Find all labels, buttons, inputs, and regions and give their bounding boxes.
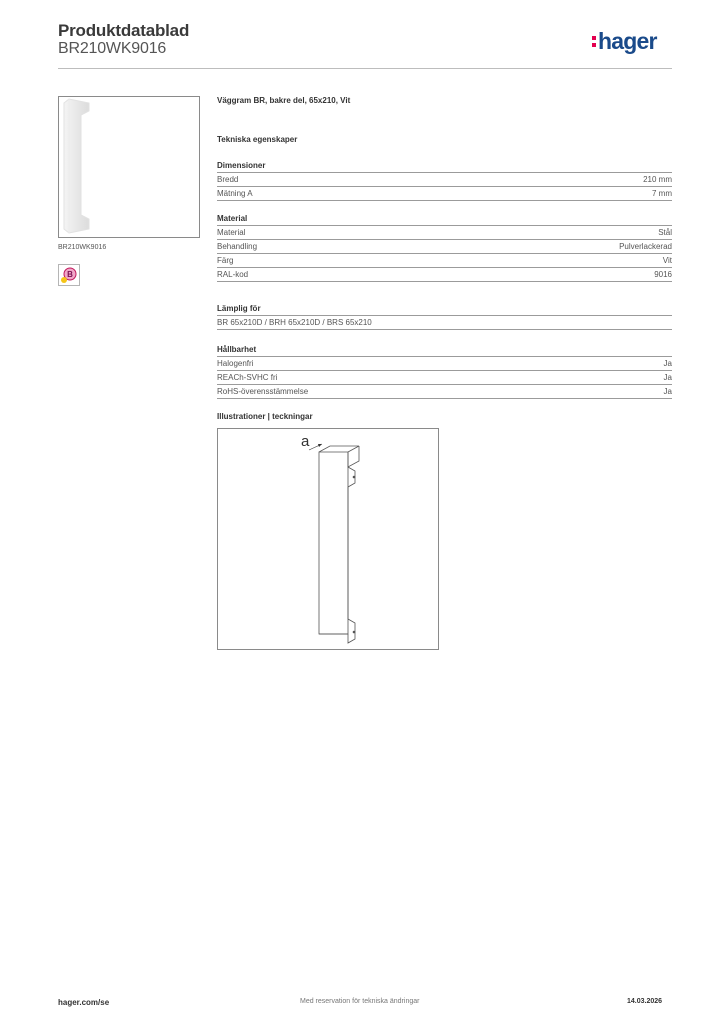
logo-text: hager <box>598 27 657 54</box>
table-row <box>217 385 672 399</box>
row-label: Bredd <box>217 175 239 184</box>
table-row <box>217 254 672 268</box>
row-label: Behandling <box>217 242 258 251</box>
row-label: REACh-SVHC fri <box>217 373 278 382</box>
group-sustainability <box>217 345 672 399</box>
halogen-free-badge-icon <box>58 264 80 286</box>
hager-logo <box>592 27 657 55</box>
table-row <box>217 371 672 385</box>
suitable-value: BR 65x210D / BRH 65x210D / BRS 65x210 <box>217 316 672 330</box>
main-content <box>217 96 672 650</box>
dimension-label: a <box>301 433 310 450</box>
row-value: 210 mm <box>643 175 672 184</box>
sustainability-title: Hållbarhet <box>217 345 672 357</box>
table-row <box>217 357 672 371</box>
group-title: Dimensioner <box>217 161 672 173</box>
row-label: RoHS-överensstämmelse <box>217 387 309 396</box>
technical-drawing <box>217 428 439 650</box>
row-value: Ja <box>663 373 672 382</box>
wall-frame-photo-icon <box>59 97 199 237</box>
frame-drawing-icon <box>218 429 438 649</box>
table-row <box>217 268 672 282</box>
header-divider <box>58 68 672 69</box>
row-label: Färg <box>217 256 234 265</box>
group-material <box>217 214 672 282</box>
footer-date: 14.03.2026 <box>627 998 663 1005</box>
table-row <box>217 240 672 254</box>
row-value: 9016 <box>654 270 672 279</box>
group-dimensions <box>217 161 672 201</box>
row-label: RAL-kod <box>217 270 249 279</box>
row-value: Ja <box>663 359 672 368</box>
row-value: Ja <box>663 387 672 396</box>
svg-text:B: B <box>67 270 73 279</box>
technical-title: Tekniska egenskaper <box>217 135 298 144</box>
group-title: Material <box>217 214 672 226</box>
product-code: BR210WK9016 <box>58 40 167 57</box>
suitable-title: Lämplig för <box>217 304 672 316</box>
illustrations-title: Illustrationer | teckningar <box>217 412 313 421</box>
image-caption: BR210WK9016 <box>58 244 107 251</box>
row-label: Halogenfri <box>217 359 254 368</box>
group-suitable <box>217 304 672 330</box>
row-value: Stål <box>658 228 672 237</box>
row-label: Material <box>217 228 246 237</box>
table-row <box>217 173 672 187</box>
table-row <box>217 187 672 201</box>
footer-website[interactable]: hager.com/se <box>58 998 110 1007</box>
row-value: 7 mm <box>652 189 672 198</box>
page-title: Produktdatablad <box>58 21 190 40</box>
product-description: Väggram BR, bakre del, 65x210, Vit <box>217 96 351 105</box>
table-row <box>217 226 672 240</box>
footer-disclaimer: Med reservation för tekniska ändringar <box>300 998 420 1005</box>
row-value: Vit <box>662 256 672 265</box>
logo-dots-icon <box>592 36 596 47</box>
row-label: Mätning A <box>217 189 253 198</box>
row-value: Pulverlackerad <box>619 242 672 251</box>
product-image <box>58 96 200 238</box>
